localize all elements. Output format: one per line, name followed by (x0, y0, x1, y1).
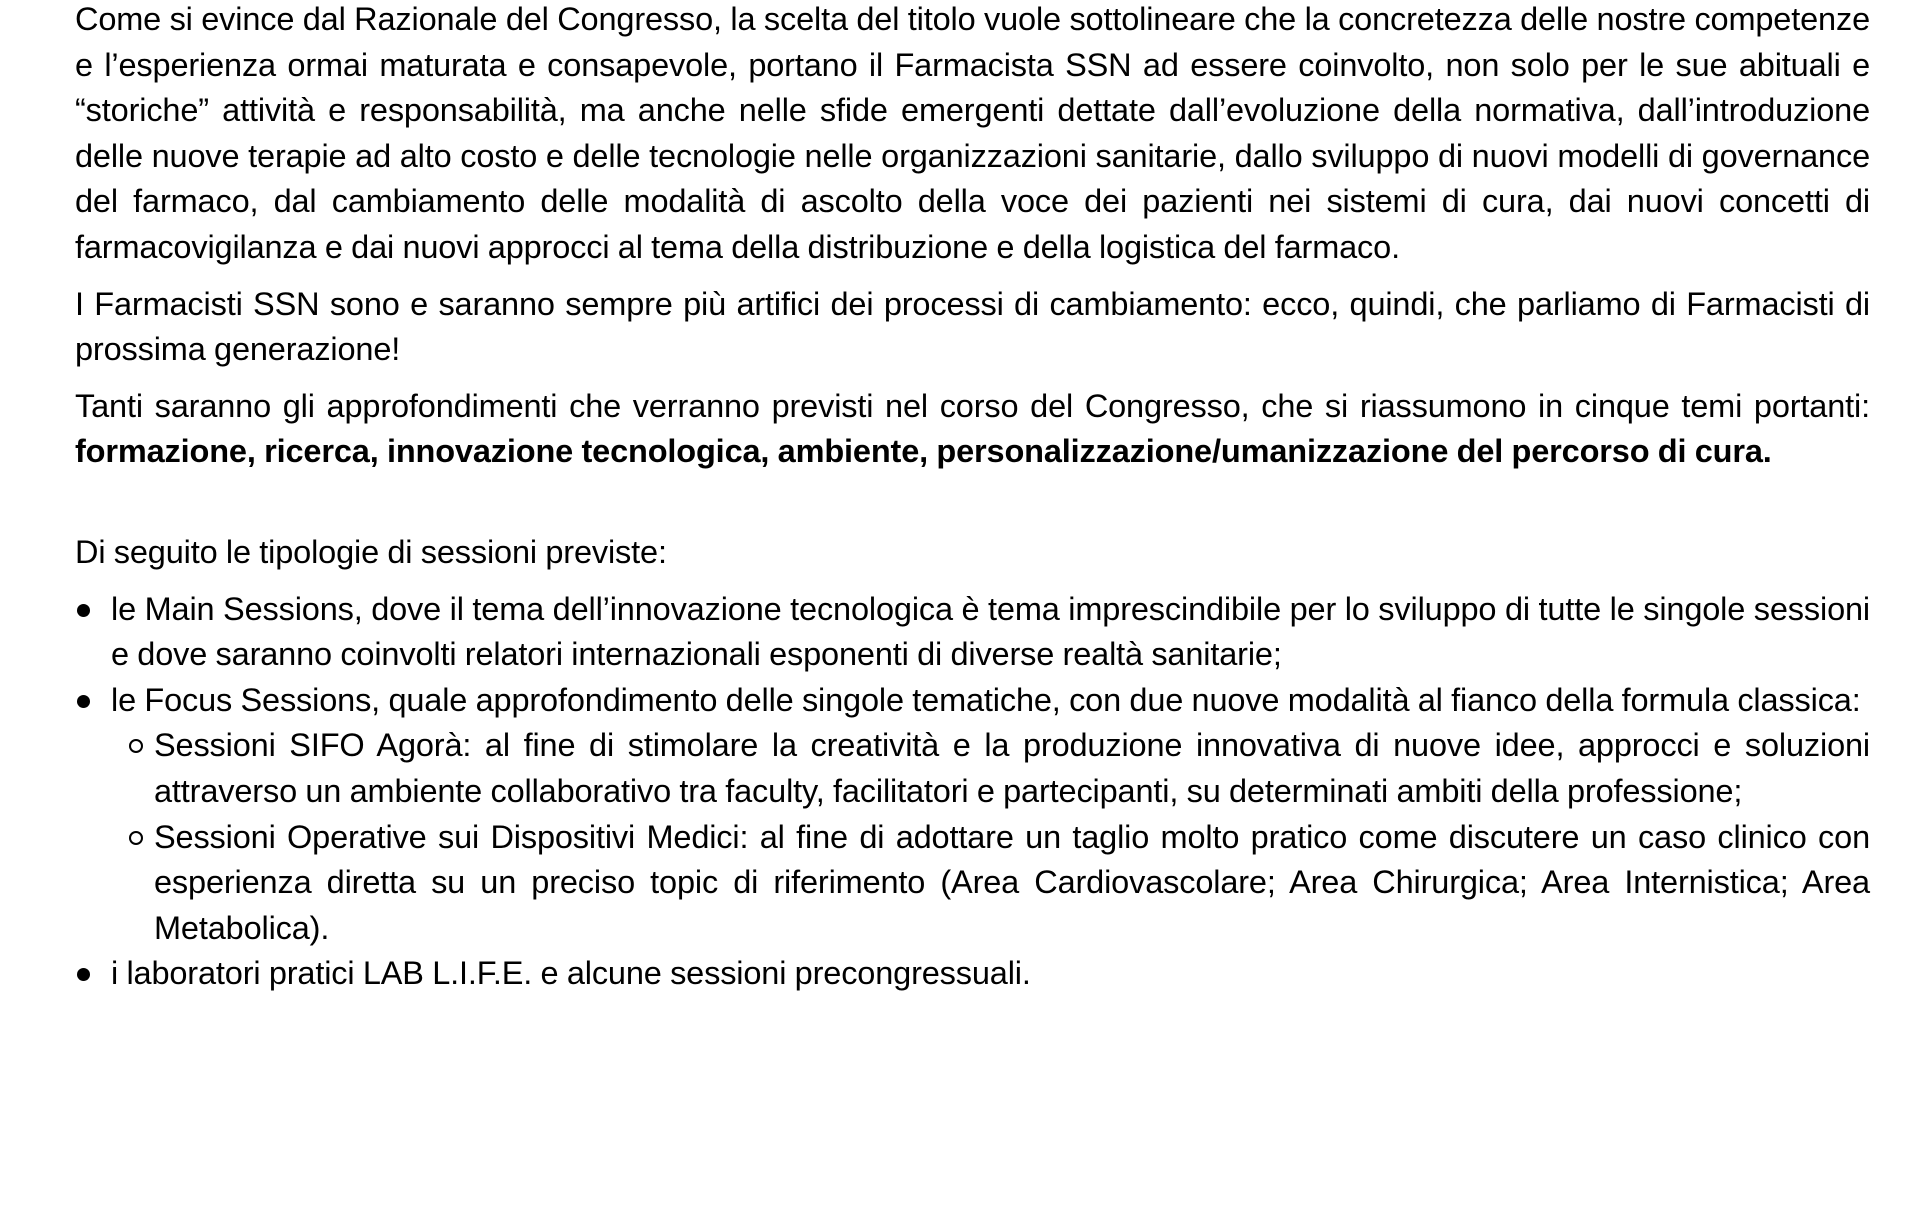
sub-item-text: Sessioni Operative sui Dispositivi Medici: al fine di adottare un taglio molto pratico come discutere un caso clinico con esperienza diretta su un preciso topic di riferimento (Area Cardiovascolare; Area Chirurgica; Area Internistica; Area Metabolica). (154, 818, 1870, 946)
intro-paragraph: Come si evince dal Razionale del Congresso, la scelta del titolo vuole sottolineare che la concretezza delle nostre competenze e l’esperienza ormai maturata e consapevole, portano il Farmacista SSN ad essere coinvolto, non solo per le sue abituali e “storiche” attività e responsabilità, ma anche nelle sfide emergenti dettate dall’evoluzione della normativa, dall’introduzione delle nuove terapie ad alto costo e delle tecnologie nelle organizzazioni sanitarie, dallo sviluppo di nuovi modelli di governance del farmaco, dal cambiamento delle modalità di ascolto della voce dei pazienti nei sistemi di cura, dai nuovi concetti di farmacovigilanza e dai nuovi approcci al tema della distribuzione e della logistica del farmaco. (75, 1, 1870, 265)
sub-item-text: Sessioni SIFO Agorà: al fine di stimolare la creatività e la produzione innovativa di nuove idee, approcci e soluzioni attraverso un ambiente collaborativo tra faculty, facilitatori e partecipanti, su determinati ambiti della professione; (154, 727, 1870, 809)
bullet-icon (77, 604, 90, 617)
bullet-icon (77, 968, 90, 981)
session-item-text: le Main Sessions, dove il tema dell’innovazione tecnologica è tema imprescindibile per lo sviluppo di tutte le singole sessioni e dove saranno coinvolti relatori internazionali esponenti di diverse realtà sanitarie; (111, 590, 1870, 673)
sessions-intro: Di seguito le tipologie di sessioni previste: (75, 533, 667, 570)
session-item-text: i laboratori pratici LAB L.I.F.E. e alcune sessioni precongressuali. (111, 955, 1031, 992)
themes-lead-text: Tanti saranno gli approfondimenti che verranno previsti nel corso del Congresso, che si riassumono in cinque temi portanti: (75, 387, 1870, 424)
session-item-main (75, 587, 1870, 678)
hollow-circle-bullet-icon (129, 739, 143, 753)
bullet-icon (77, 695, 90, 708)
session-item-lab (75, 951, 1870, 997)
session-item-text: le Focus Sessions, quale approfondimento delle singole tematiche, con due nuove modalità al fianco della formula classica: (111, 681, 1861, 718)
session-item-focus (75, 678, 1870, 952)
themes-paragraph (75, 384, 1870, 475)
sub-item-agora (111, 723, 1870, 814)
themes-bold-list: formazione, ricerca, innovazione tecnologica, ambiente, personalizzazione/umanizzazione del percorso di cura. (75, 433, 1772, 470)
sessions-list (75, 587, 1870, 997)
document-page (75, 0, 1870, 997)
next-generation-paragraph: I Farmacisti SSN sono e saranno sempre più artifici dei processi di cambiamento: ecco, quindi, che parliamo di Farmacisti di prossima generazione! (75, 285, 1870, 368)
focus-sessions-sublist (111, 723, 1870, 951)
sub-item-operative (111, 815, 1870, 952)
hollow-circle-bullet-icon (129, 831, 143, 845)
